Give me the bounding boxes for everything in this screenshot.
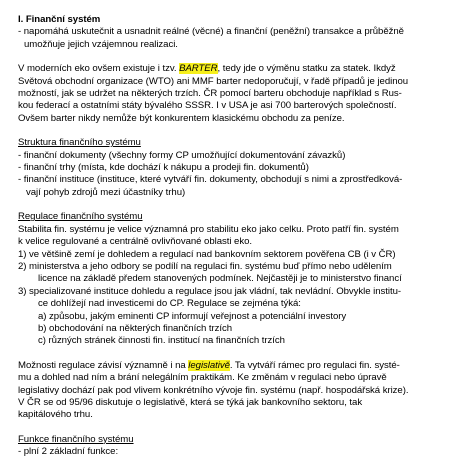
legislativa-line-4: V ČR se od 95/96 diskutuje o legislativě, která se týká jak bankovního sektoru, tak — [18, 396, 363, 408]
regulace-line-8: a) způsobu, jakým eminenti CP informují veřejnost a potenciální investory — [38, 310, 347, 322]
struktura-line-1: - finanční dokumenty (všechny formy CP umožňující dokumentování závazků) — [18, 149, 346, 161]
legislativa-text-end: . Ta vytváří rámec pro regulaci fin. systé- — [229, 359, 400, 371]
regulace-line-3: 1) ve většině zemí je dohledem a regulací nad bankovním sektorem pověřena CB (i v ČR) — [18, 248, 396, 260]
struktura-section — [18, 137, 443, 199]
barter-line-2: Světová obchodní organizace (WTO) ani MMF barter nedoporučují, v řadě případů je jedinou — [18, 75, 409, 87]
struktura-line-4: vají pohyb zdrojů mezi účastníky trhu) — [26, 186, 186, 198]
regulace-line-5: licence na základě předem stanovených podmínek. Nejčastěji je to ministerstvo financí — [38, 273, 402, 285]
struktura-line-2: - finanční trhy (místa, kde dochází k nákupu a prodeji fin. dokumentů) — [18, 162, 309, 174]
heading: I. Finanční systém — [18, 14, 101, 25]
regulace-title: Regulace finančního systému — [18, 211, 143, 223]
legislativa-line-1 — [18, 360, 443, 372]
legislativa-text: Možnosti regulace závisí významně i na — [18, 359, 189, 371]
legislativa-paragraph — [18, 360, 443, 422]
intro-paragraph — [18, 26, 443, 51]
regulace-line-1: Stabilita fin. systému je velice významná pro stabilitu eko jako celku. Proto patří fin. systém — [18, 223, 399, 235]
legislativa-line-5: kapitálového trhu. — [18, 409, 93, 421]
barter-line-5: Ovšem barter nikdy nemůže být konkurentem klasickému obchodu za peníze. — [18, 112, 345, 124]
regulace-line-4: 2) ministerstva a jeho odbory se podílí na regulaci fin. systému buď přímo nebo udělením — [18, 260, 392, 272]
barter-line-4: kou federací a ostatními státy bývalého SSSR. I v USA je asi 700 barterových společností. — [18, 100, 397, 112]
regulace-section — [18, 211, 443, 347]
funkce-title: Funkce finančního systému — [18, 433, 134, 445]
highlight-barter: BARTER — [179, 63, 218, 75]
barter-paragraph — [18, 63, 443, 125]
regulace-line-6: 3) specializované instituce dohledu a regulace jsou jak vládní, tak nevládní. Obvykle institu- — [18, 285, 402, 297]
funkce-line-1: - plní 2 základní funkce: — [18, 446, 119, 458]
struktura-title: Struktura finančního systému — [18, 137, 141, 149]
barter-text: V moderních eko ovšem existuje i tzv. — [18, 63, 180, 75]
barter-text-end: , tedy jde o výměnu statku za statek. Ikdyž — [217, 63, 396, 75]
regulace-line-7: ce dohlížejí nad investicemi do CP. Regulace se zejména týká: — [38, 298, 301, 310]
regulace-line-9: b) obchodování na některých finančních trzích — [38, 322, 233, 334]
intro-line-1: - napomáhá uskutečnit a usnadnit reálné (věcné) a finanční (peněžní) transakce a průběžně — [18, 26, 404, 38]
barter-line-3: možností, jak se udržet na některých trzích. ČR pomocí barteru obchoduje například s Rus- — [18, 88, 402, 100]
funkce-section — [18, 434, 443, 459]
legislativa-line-2: mu a dohled nad ním a brání nelegálním praktikám. Ke změnám v regulaci nebo úpravě — [18, 372, 387, 384]
barter-line-1 — [18, 63, 443, 75]
regulace-line-10: c) různých stránek činnosti fin. institucí na finančních trzích — [38, 335, 285, 347]
highlight-legislativa: legislativě — [188, 359, 230, 371]
regulace-line-2: k velice regulované a centrálně ovlivňované oblasti eko. — [18, 236, 252, 248]
struktura-line-3: - finanční instituce (instituce, které vytváří fin. dokumenty, obchodují s nimi a zprostředková- — [18, 174, 403, 186]
intro-line-2: umožňuje jejich vzájemnou realizaci. — [24, 38, 178, 50]
legislativa-line-3: legislativy dochází pak pod vlivem konkrétního vývoje fin. systému (např. hospodářská krize). — [18, 384, 409, 396]
